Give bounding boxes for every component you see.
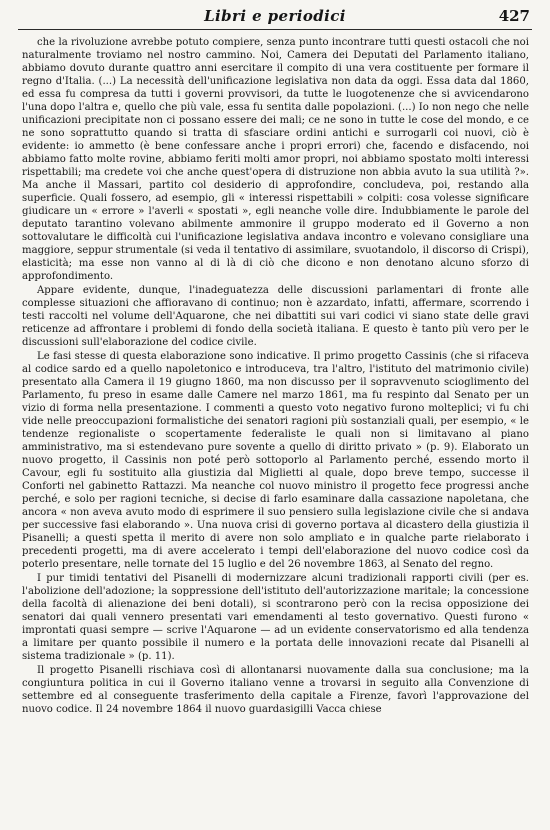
- paragraph: che la rivoluzione avrebbe potuto compiere, senza punto incontrare tutti questi ostacoli che noi naturalmente troviamo nel nostro cammino. Noi, Camera dei Deputati del Parlamento italiano, abbiamo dovuto durante quattro anni esercitare il compito di una vera costituente per formare il regno d'Italia. (...) La necessità dell'unificazione legislativa non data da oggi. Essa data dal 1860, ed essa fu compresa da tutti i governi provvisori, da tutte le luogotenenze che si avvicendarono l'una dopo l'altra e, quello che più vale, essa fu sentita dalle popolazioni. (...) Io non nego che nelle unificazioni precipitate non ci possano essere dei mali; ce ne sono in tutte le cose del mondo, e ce ne sono soprattutto quando si tratta di sfasciare ordini antichi e surrogarli coi nuovi, ciò è evidente: io ammetto (è bene confessare anche i propri errori) che, facendo e disfacendo, noi abbiamo fatto molte rovine, abbiamo feriti molti amor propri, noi abbiamo spostato molti interessi rispettabili; ma credete voi che anche quest'opera di distruzione non abbia avuto la sua utilità ?». Ma anche il Massari, partito col desiderio di approfondire, concludeva, poi, restando alla superficie. Quali fossero, ad esempio, gli « interessi rispettabili » colpiti: cosa volesse significare giudicare un « errore » l'averli « spostati », egli neanche volle dire. Indubbiamente le parole del deputato tarantino volevano abilmente ammonire il gruppo moderato ed il Governo a non sottovalutare le difficoltà cui l'unificazione legislativa andava incontro e volevano consigliare una maggiore, seppur strumentale (si veda il tentativo di assimilare, svuotandolo, il discorso di Crispi), elasticità; ma esse non vanno al di là di ciò che dicono e non denotano alcuno sforzo di approfondimento.: [22, 37, 529, 282]
- paragraph: Il progetto Pisanelli rischiava così di allontanarsi nuovamente dalla sua conclusione; ma la congiuntura politica in cui il Governo italiano venne a trovarsi in seguito alla Convenzione di settembre ed al conseguente trasferimento della capitale a Firenze, favorì l'approvazione del nuovo codice. Il 24 novembre 1864 il nuovo guardasigilli Vacca chiese: [22, 665, 529, 715]
- paragraph: Le fasi stesse di questa elaborazione sono indicative. Il primo progetto Cassinis (che si rifaceva al codice sardo ed a quello napoletonico e introduceva, tra l'altro, l'istituto del matrimonio civile) presentato alla Camera il 19 giugno 1860, ma non discusso per il sopravvenuto scioglimento del Parlamento, fu preso in esame dalle Camere nel marzo 1861, ma fu respinto dal Senato per un vizio di forma nella presentazione. I commenti a questo voto negativo furono molteplici; vi fu chi vide nelle preoccupazioni formalistiche dei senatori ragioni più sostanziali quali, per esempio, « le tendenze regionaliste o scopertamente federaliste le quali non si limitavano al piano amministrativo, ma si estendevano pure sovente a quello di diritto privato » (p. 9). Elaborato un nuovo progetto, il Cassinis non poté però sottoporlo al Parlamento perché, essendo morto il Cavour, egli fu sostituito alla giustizia dal Miglietti al quale, dopo breve tempo, successe il Conforti nel gabinetto Rattazzi. Ma neanche col nuovo ministro il progetto fece progressi anche perché, e solo per ragioni tecniche, si decise di farlo esaminare dalla cassazione napoletana, che ancora « non aveva avuto modo di esprimere il suo pensiero sulla legislazione civile che si andava per successive fasi elaborando ». Una nuova crisi di governo portava al dicastero della giustizia il Pisanelli; a questi spetta il merito di avere non solo ampliato e in qualche parte rielaborato i precedenti progetti, ma di avere accelerato i tempi dell'elaborazione del nuovo codice così da poterlo presentare, nelle tornate del 15 luglio e del 26 novembre 1863, al Senato del regno.: [22, 351, 529, 570]
- page-number: 427: [498, 7, 530, 25]
- paragraph: Appare evidente, dunque, l'inadeguatezza delle discussioni parlamentari di fronte alle complesse situazioni che affioravano di continuo; non è azzardato, infatti, affermare, scorrendo i testi raccolti nel volume dell'Aquarone, che nei dibattiti sui vari codici vi siano state delle gravi reticenze ad affrontare i problemi di fondo della società italiana. E questo è tanto più vero per le discussioni sull'elaborazione del codice civile.: [22, 285, 529, 348]
- paragraph: I pur timidi tentativi del Pisanelli di modernizzare alcuni tradizionali rapporti civili (per es. l'abolizione dell'adozione; la soppressione dell'istituto dell'autorizzazione maritale; la concessione della facoltà di alienazione dei beni dotali), si scontrarono però con la recisa opposizione dei senatori dai quali vennero presentati vari emendamenti al testo governativo. Questi furono « improntati quasi sempre — scrive l'Aquarone — ad un evidente conservatorismo ed alla tendenza a limitare per quanto possibile il numero e la portata delle innovazioni recate dal Pisanelli al sistema tradizionale » (p. 11).: [22, 573, 529, 662]
- page-header: [18, 3, 532, 30]
- body-text: [22, 36, 529, 716]
- running-title: Libri e periodici: [204, 7, 346, 25]
